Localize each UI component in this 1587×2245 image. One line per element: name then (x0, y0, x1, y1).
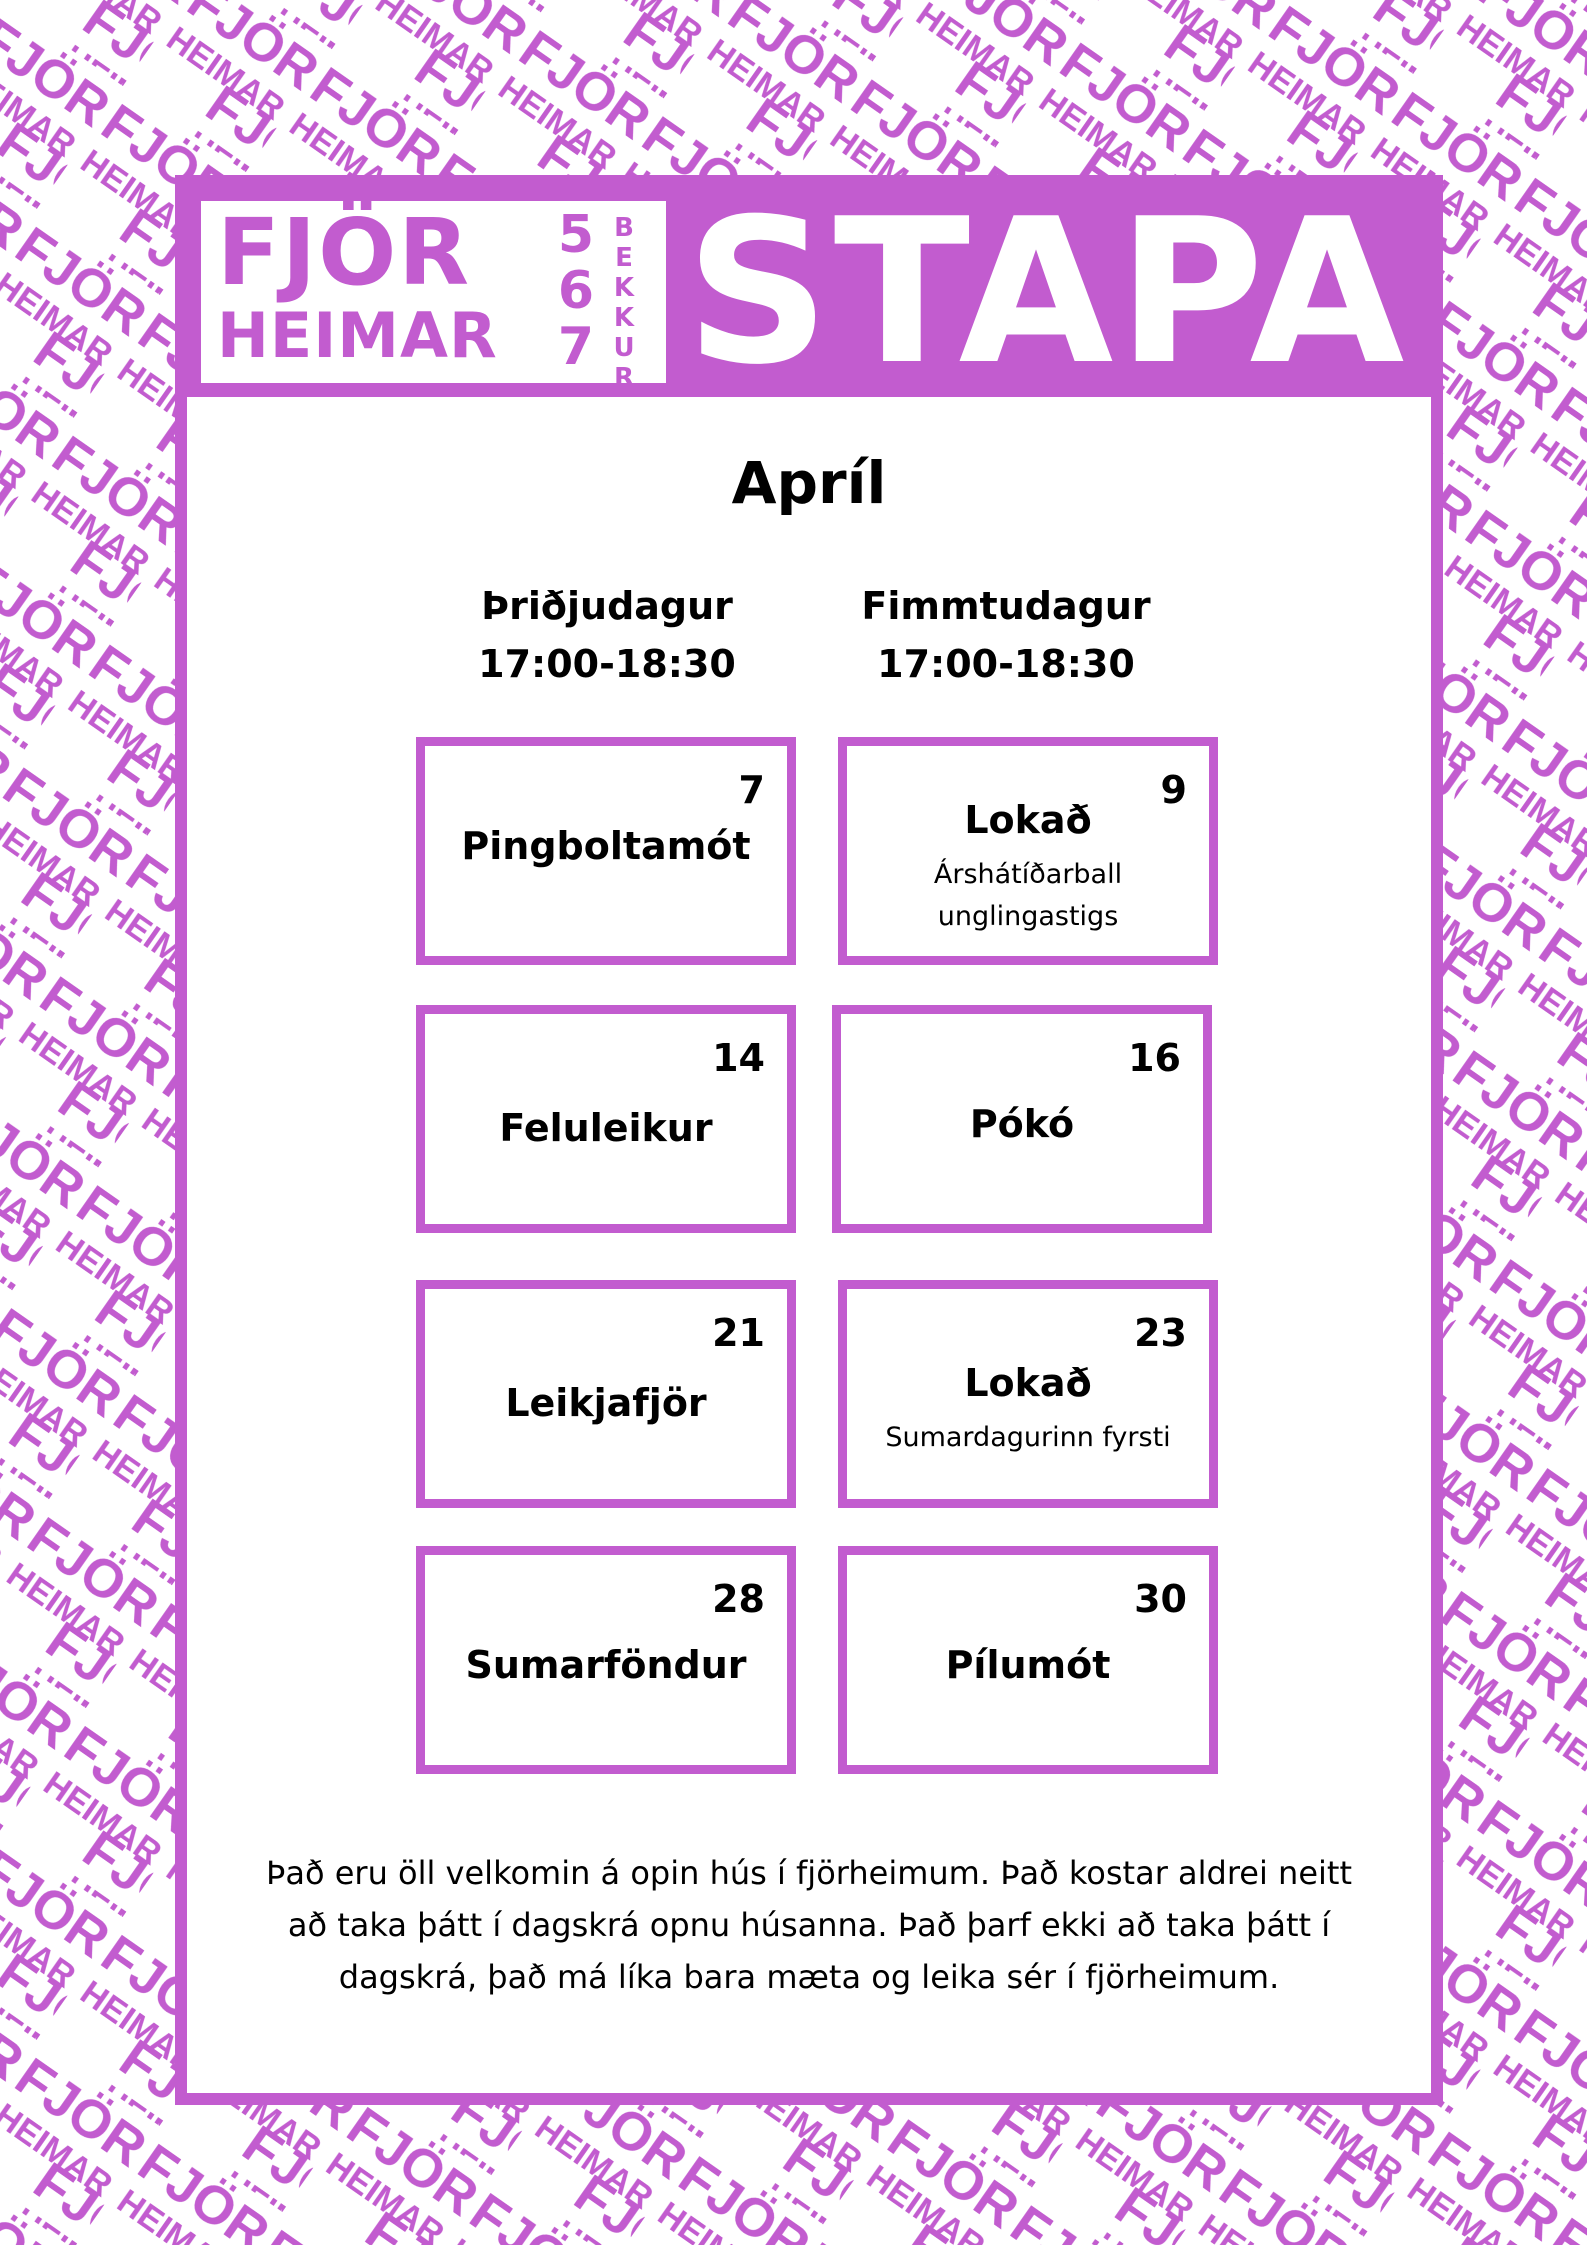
grade-5: 5 (557, 205, 595, 265)
info-paragraph: Það eru öll velkomin á opin hús í fjörheimum. Það kostar aldrei neitt að taka þátt í dagskrá opnu húsanna. Það þarf ekki að taka þátt í dagskrá, það má líka bara mæta og leika sér í fjörheimum. (266, 1854, 1352, 1996)
day-name: Fimmtudagur (861, 584, 1151, 628)
grade-word (611, 213, 637, 393)
event-title: Feluleikur (499, 1106, 713, 1150)
event-date: 30 (1134, 1577, 1187, 1621)
event-cell (838, 1280, 1218, 1508)
schedule-poster (175, 175, 1443, 2105)
event-cell (832, 1005, 1212, 1233)
grade-word-letter: K (613, 273, 635, 303)
logo-line1: FJÖR (217, 199, 472, 306)
event-date: 14 (712, 1036, 765, 1080)
event-cell (416, 1280, 796, 1508)
grade-word-text (611, 213, 637, 393)
event-subtitle: Sumardagurinn fyrsti (885, 1422, 1171, 1453)
event-title: Sumarföndur (465, 1643, 747, 1687)
day-header-tuesday (447, 577, 767, 693)
grade-numbers (553, 207, 599, 375)
event-title: Lokað (964, 1361, 1092, 1405)
event-date: 7 (738, 768, 765, 812)
event-date: 16 (1128, 1036, 1181, 1080)
grade-word-letter: B (614, 213, 634, 243)
grade-6: 6 (557, 261, 595, 321)
event-date: 28 (712, 1577, 765, 1621)
venue-title: STAPA (685, 176, 1409, 409)
event-title: Pingboltamót (461, 824, 751, 868)
event-cell (416, 1546, 796, 1774)
event-date: 21 (712, 1311, 765, 1355)
grade-word-letter: E (615, 243, 633, 273)
event-title: Pílumót (945, 1643, 1111, 1687)
event-subtitle: Árshátíðarball unglingastigs (933, 859, 1123, 932)
event-cell (838, 1546, 1218, 1774)
event-date: 23 (1134, 1311, 1187, 1355)
event-cell (416, 1005, 796, 1233)
day-header-thursday (846, 577, 1166, 693)
event-title: Lokað (964, 798, 1092, 842)
day-time: 17:00-18:30 (478, 642, 736, 686)
month-title: Apríl (731, 449, 887, 517)
event-cell (416, 737, 796, 965)
event-title: Leikjafjör (505, 1381, 707, 1425)
grade-word-letter: R (613, 363, 635, 393)
event-date: 9 (1160, 768, 1187, 812)
day-time: 17:00-18:30 (877, 642, 1135, 686)
event-cell (838, 737, 1218, 965)
logo-line2: HEIMAR (217, 299, 498, 372)
grade-word-letter: K (613, 303, 635, 333)
fjorheimar-logo (201, 199, 666, 393)
grade-word-letter: U (613, 333, 635, 363)
poster-header (187, 176, 1431, 409)
event-title: Pókó (969, 1102, 1075, 1146)
grade-7: 7 (557, 317, 595, 377)
day-name: Þriðjudagur (481, 584, 733, 628)
